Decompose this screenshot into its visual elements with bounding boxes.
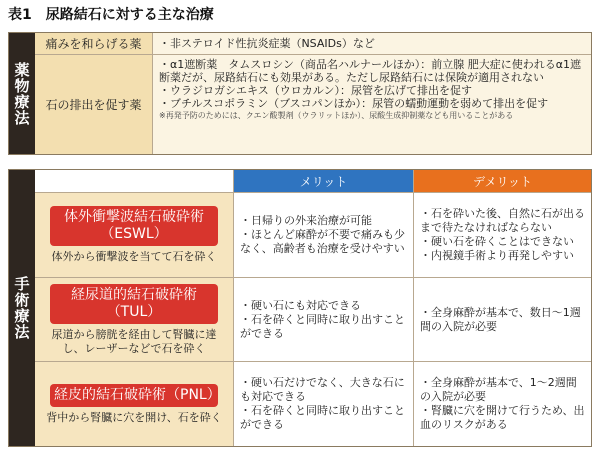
header-blank [35, 170, 234, 192]
merit-cell [234, 362, 414, 446]
demerit-item: ・腎臓に穴を開けて行うため、出血のリスクがある [420, 404, 585, 432]
demerit-cell [414, 278, 591, 362]
procedure-cell [35, 193, 234, 277]
merit-item: ・日帰りの外来治療が可能 [240, 213, 372, 227]
drug-therapy-table [8, 32, 592, 155]
procedure-desc: 尿道から膀胱を経由して腎臓に達し、レーザーなどで石を砕く [51, 327, 217, 355]
surgery-row-pnl [35, 361, 591, 446]
drug-row-pain [35, 33, 591, 55]
drug-row-expel [35, 55, 591, 154]
demerit-header: デメリット [414, 170, 591, 192]
surgery-label: 手術療法 [9, 170, 35, 446]
surgery-grid [35, 170, 591, 446]
drug-row-content [153, 55, 591, 154]
procedure-name: 経皮的結石破砕術（PNL） [50, 384, 218, 407]
drug-row-label: 痛みを和らげる薬 [35, 33, 153, 54]
demerit-item: ・内視鏡手術より再発しやすい [420, 248, 574, 262]
demerit-item: ・全身麻酔が基本で、1〜2週間の入院が必要 [420, 376, 577, 404]
surgery-header [35, 170, 591, 192]
drug-therapy-label: 薬物療法 [9, 33, 35, 154]
merit-item: ・ほとんど麻酔が不要で痛みも少なく、高齢者も治療を受けやすい [240, 227, 405, 255]
demerit-item: ・硬い石を砕くことはできない [420, 234, 574, 248]
merit-item: ・石を砕くと同時に取り出すことができる [240, 404, 405, 432]
surgery-row-tul [35, 277, 591, 362]
drug-therapy-body [35, 33, 591, 154]
demerit-item: ・全身麻酔が基本で、数日〜1週間の入院が必要 [420, 305, 581, 333]
demerit-cell [414, 193, 591, 277]
merit-item: ・硬い石にも対応できる [240, 298, 361, 312]
drug-row-content [153, 33, 591, 54]
drug-line: ・非ステロイド性抗炎症薬（NSAIDs）など [159, 37, 375, 50]
merit-cell [234, 193, 414, 277]
merit-item: ・硬い石だけでなく、大きな石にも対応できる [240, 376, 405, 404]
procedure-name: 経尿道的結石破砕術（TUL） [50, 284, 218, 324]
procedure-name: 体外衝撃波結石破砕術（ESWL） [50, 206, 218, 246]
procedure-cell [35, 278, 234, 362]
procedure-desc: 背中から腎臓に穴を開け、石を砕く [46, 410, 222, 424]
drug-line: ・α1遮断薬 タムスロシン（商品名ハルナールほか）：前立腺 肥大症に使われるα1遮断薬だが、尿路結石にも効果がある。ただし尿路結石には保険が適用されない [159, 58, 581, 84]
procedure-cell [35, 362, 234, 446]
drug-row-label: 石の排出を促す薬 [35, 55, 153, 154]
drug-line: ・ウラジロガシエキス（ウロカルン）：尿管を広げて排出を促す [159, 84, 473, 97]
demerit-cell [414, 362, 591, 446]
table-title: 表1 尿路結石に対する主な治療 [8, 7, 214, 23]
drug-line: ・ブチルスコポラミン（ブスコパンほか）：尿管の蠕動運動を弱めて排出を促す [159, 97, 549, 110]
procedure-desc: 体外から衝撃波を当てて石を砕く [51, 249, 217, 263]
surgery-table [8, 169, 592, 447]
merit-item: ・石を砕くと同時に取り出すことができる [240, 312, 405, 340]
merit-header: メリット [234, 170, 414, 192]
demerit-item: ・石を砕いた後、自然に石が出るまで待たなければならない [420, 206, 585, 234]
merit-cell [234, 278, 414, 362]
drug-note: ※再発予防のためには、クエン酸製剤（ウラリットほか）、尿酸生成抑制薬なども用いることがある [159, 111, 514, 120]
surgery-row-eswl [35, 192, 591, 277]
